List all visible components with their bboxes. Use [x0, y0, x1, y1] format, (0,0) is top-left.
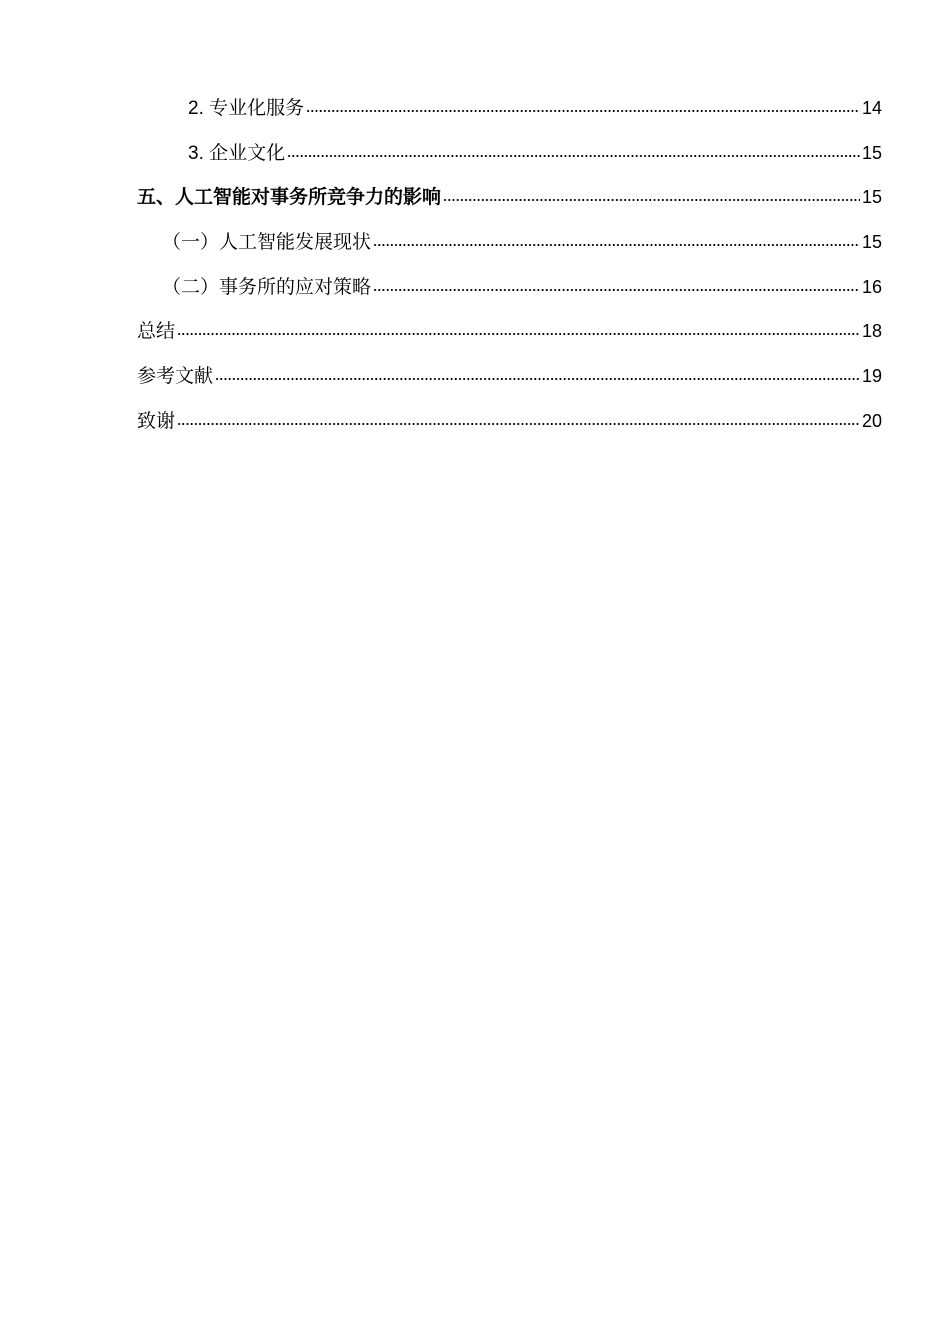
toc-entry-references[interactable] [137, 354, 882, 399]
toc-entry-corporate-culture[interactable] [137, 131, 882, 176]
toc-entry-title: 参考文献 [137, 366, 214, 388]
toc-page-number: 14 [861, 98, 882, 118]
toc-page-number: 15 [861, 232, 882, 253]
toc-page-number: 18 [861, 321, 882, 342]
toc-entry-title: （二）事务所的应对策略 [162, 276, 372, 298]
toc-entry-ai-status[interactable] [137, 220, 882, 265]
toc-page-number: 19 [861, 366, 882, 387]
table-of-contents [137, 86, 882, 444]
toc-entry-title: 致谢 [137, 410, 176, 432]
toc-dot-leader [215, 362, 860, 382]
toc-dot-leader [177, 317, 860, 337]
toc-page-number: 20 [861, 410, 882, 431]
toc-entry-response-strategy[interactable] [137, 265, 882, 310]
toc-entry-title: 3. 企业文化 [188, 142, 286, 164]
toc-dot-leader [306, 94, 860, 114]
toc-page-number: 15 [861, 142, 882, 163]
toc-dot-leader [373, 273, 860, 293]
toc-entry-title: 总结 [137, 321, 176, 343]
toc-entry-title: 五、人工智能对事务所竞争力的影响 [137, 187, 442, 209]
toc-page-number: 16 [861, 276, 882, 297]
toc-entry-title: 2. 专业化服务 [188, 98, 305, 119]
toc-entry-chapter-five[interactable] [137, 175, 882, 220]
toc-dot-leader [373, 228, 860, 248]
toc-entry-title: （一）人工智能发展现状 [162, 232, 372, 254]
toc-dot-leader [443, 183, 860, 203]
toc-entry-professional-service[interactable] [137, 86, 882, 131]
toc-page-number: 15 [861, 187, 882, 208]
toc-dot-leader [177, 407, 860, 427]
toc-dot-leader [287, 139, 860, 159]
toc-entry-summary[interactable] [137, 309, 882, 354]
toc-entry-acknowledgements[interactable] [137, 399, 882, 444]
